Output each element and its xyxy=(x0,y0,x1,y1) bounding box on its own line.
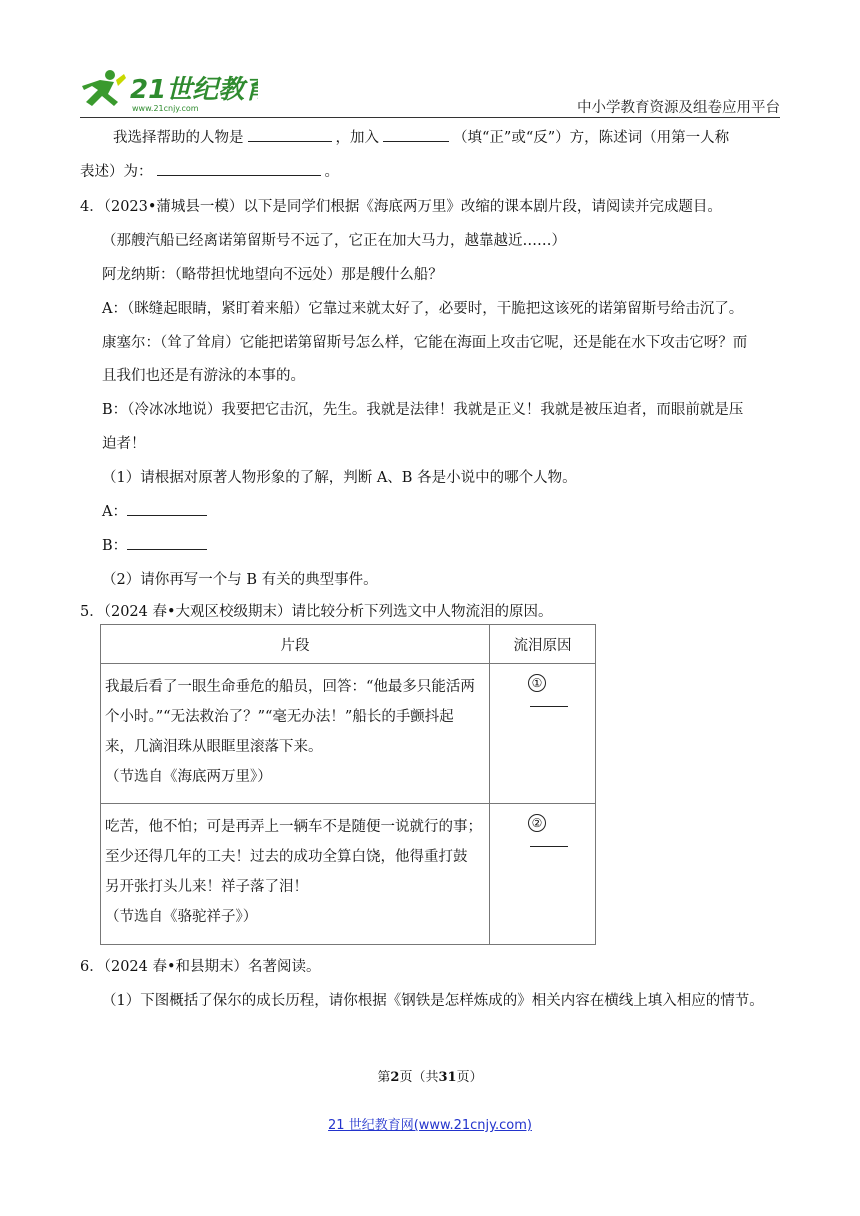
platform-title: 中小学教育资源及组卷应用平台 xyxy=(577,100,780,116)
passage-text xyxy=(101,804,489,932)
table-header-passage: 片段 xyxy=(101,625,490,664)
q4-answer-a xyxy=(102,500,211,521)
q4-sub1: （1）请根据对原著人物形象的了解，判断 A、B 各是小说中的哪个人物。 xyxy=(102,470,577,486)
footer-link-wrap xyxy=(0,1114,860,1133)
blank-character xyxy=(248,127,332,142)
table-header-row xyxy=(101,625,596,664)
q3-text-d: 表述）为： xyxy=(80,164,153,180)
q4-line-conseil-1: 康塞尔：（耸了耸肩）它能把诺第留斯号怎么样，它能在海面上攻击它呢，还是能在水下攻击它呀？而 xyxy=(102,335,748,351)
table-header-reason: 流泪原因 xyxy=(490,625,596,664)
passage-line: 我最后看了一眼生命垂危的船员，回答：“他最多只能活两 xyxy=(105,679,475,695)
passage-text xyxy=(101,664,489,792)
site-link[interactable]: 21 世纪教育网(www.21cnjy.com) xyxy=(328,1118,532,1133)
header-divider xyxy=(80,117,780,118)
q4-stage-direction: （那艘汽船已经离诺第留斯号不远了，它正在加大马力，越靠越近……） xyxy=(102,233,566,249)
tears-table xyxy=(100,624,596,945)
site-logo xyxy=(78,66,258,116)
passage-source: （节选自《骆驼祥子》） xyxy=(105,909,258,925)
q4-line-conseil-2: 且我们也还是有游泳的本事的。 xyxy=(102,368,305,384)
passage-cell xyxy=(101,804,490,945)
answer-b-blank xyxy=(127,535,207,550)
table-row xyxy=(101,664,596,804)
table-row xyxy=(101,804,596,945)
reason-answer xyxy=(490,804,595,851)
reason-answer xyxy=(490,664,595,711)
page-mid: 页（共 xyxy=(399,1070,439,1085)
q3-line-1 xyxy=(113,126,729,147)
page-current: 2 xyxy=(390,1070,400,1085)
q4-title: 4．（2023•蒲城县一模）以下是同学们根据《海底两万里》改缩的课本剧片段，请阅读并完成题目。 xyxy=(80,199,722,215)
answer-a-label: A： xyxy=(102,504,127,520)
blank-side xyxy=(383,127,449,142)
blank-statement xyxy=(157,161,321,176)
reason-cell xyxy=(490,804,596,945)
passage-cell xyxy=(101,664,490,804)
page-number xyxy=(0,1066,860,1085)
passage-line: 来，几滴泪珠从眼眶里滚落下来。 xyxy=(105,739,323,755)
reason-cell xyxy=(490,664,596,804)
page-post: 页） xyxy=(456,1070,483,1085)
q3-text-b: ，加入 xyxy=(335,130,379,146)
q4-sub2: （2）请你再写一个与 B 有关的典型事件。 xyxy=(102,572,378,588)
runner-logo-icon xyxy=(78,66,258,116)
passage-source: （节选自《海底两万里》） xyxy=(105,769,272,785)
logo-url: www.21cnjy.com xyxy=(132,104,199,113)
q3-text-a: 我选择帮助的人物是 xyxy=(113,130,244,146)
reason-blank xyxy=(530,832,568,847)
passage-line: 吃苦，他不怕；可是再弄上一辆车不是随便一说就行的事； xyxy=(105,819,482,835)
q4-answer-b xyxy=(102,534,211,555)
q3-text-c: （填“正”或“反”）方，陈述词（用第一人称 xyxy=(453,130,730,146)
answer-a-blank xyxy=(127,501,207,516)
q4-line-aronnax: 阿龙纳斯：（略带担忧地望向不远处）那是艘什么船？ xyxy=(102,267,443,283)
q6-sub1: （1）下图概括了保尔的成长历程，请你根据《钢铁是怎样炼成的》相关内容在横线上填入相应的情节。 xyxy=(102,993,764,1009)
passage-line: 另开张打头儿来！祥子落了泪！ xyxy=(105,879,308,895)
q3-line-2 xyxy=(80,160,339,181)
reason-blank xyxy=(530,692,568,707)
passage-line: 至少还得几年的工夫！过去的成功全算白饶，他得重打鼓 xyxy=(105,849,468,865)
page-pre: 第 xyxy=(377,1070,391,1085)
q4-line-a: A：（眯缝起眼睛，紧盯着来船）它靠过来就太好了，必要时，干脆把这该死的诺第留斯号给击沉了。 xyxy=(102,301,744,317)
q4-line-b-2: 迫者！ xyxy=(102,436,146,452)
page-total: 31 xyxy=(438,1070,457,1085)
q4-line-b-1: B：（冷冰冰地说）我要把它击沉，先生。我就是法律！我就是正义！我就是被压迫者，而眼前就是压 xyxy=(102,402,744,418)
passage-line: 个小时。”“无法救治了？”“毫无办法！”船长的手颤抖起 xyxy=(105,709,454,725)
q3-text-e: 。 xyxy=(324,164,339,180)
logo-text: 21世纪教育 xyxy=(130,75,258,105)
circled-number: ② xyxy=(528,814,546,832)
q6-title: 6．（2024 春•和县期末）名著阅读。 xyxy=(80,959,321,975)
answer-b-label: B： xyxy=(102,538,128,554)
circled-number: ① xyxy=(528,674,546,692)
q5-title: 5．（2024 春•大观区校级期末）请比较分析下列选文中人物流泪的原因。 xyxy=(80,604,553,620)
